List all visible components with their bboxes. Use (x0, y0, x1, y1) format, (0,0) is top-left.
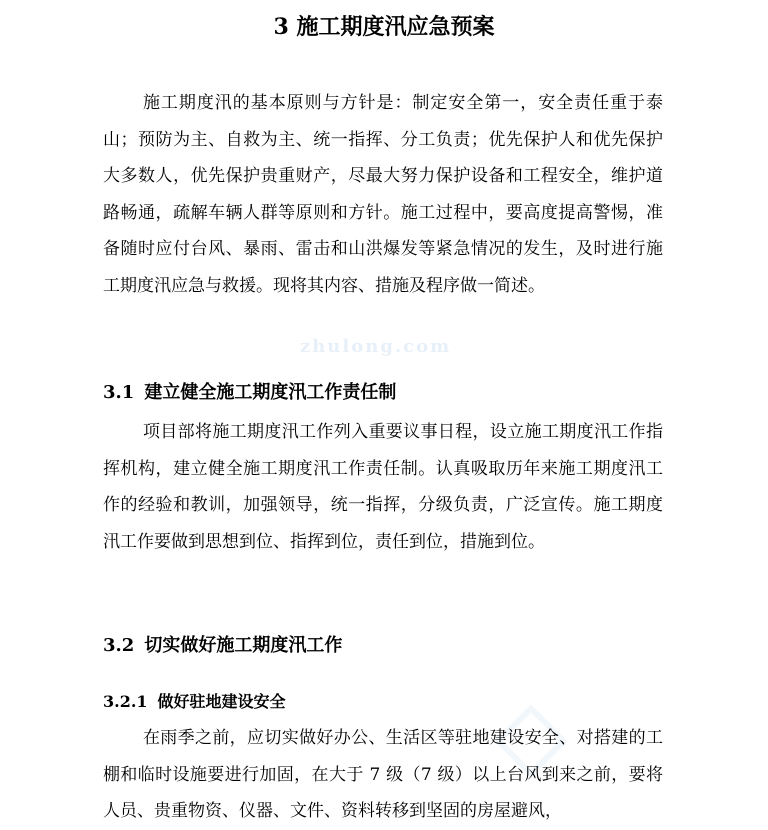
intro-paragraph: 施工期度汛的基本原则与方针是：制定安全第一，安全责任重于泰山；预防为主、自救为主、统一指挥、分工负责；优先保护人和优先保护大多数人，优先保护贵重财产，尽最大努力保护设备和工程安全，维护道路畅通，疏解车辆人群等原则和方针。施工过程中，要高度提高警惕，准备随时应付台风、暴雨、雷击和山洪爆发等紧急情况的发生，及时进行施工期度汛应急与救援。现将其内容、措施及程序做一简述。 (103, 93, 663, 296)
section-3-1-paragraph: 项目部将施工期度汛工作列入重要议事日程，设立施工期度汛工作指挥机构，建立健全施工期度汛工作责任制。认真吸取历年来施工期度汛工作的经验和教训，加强领导，统一指挥，分级负责，广泛宣传。施工期度汛工作要做到思想到位、指挥到位，责任到位，措施到位。 (103, 422, 663, 552)
section-heading-3-2-1 (103, 689, 286, 715)
section-number: 3.2.1 (103, 692, 148, 711)
section-title: 建立健全施工期度汛工作责任制 (144, 382, 397, 403)
section-3-2-1-paragraph: 在雨季之前，应切实做好办公、生活区等驻地建设安全、对搭建的工棚和临时设施要进行加固，在大于 7 级（7 级）以上台风到来之前，要将人员、贵重物资、仪器、文件、资料转移到坚固的房屋避风， (103, 728, 663, 821)
section-title: 做好驻地建设安全 (157, 692, 286, 711)
section-title: 切实做好施工期度汛工作 (144, 635, 343, 656)
section-heading-3-1 (103, 379, 396, 407)
section-heading-3-2 (103, 632, 342, 660)
section-number: 3.2 (103, 635, 135, 656)
page-title: 3 施工期度汛应急预案 (273, 14, 495, 40)
section-number: 3.1 (103, 382, 135, 403)
watermark-text: zhulong.com (300, 336, 452, 357)
